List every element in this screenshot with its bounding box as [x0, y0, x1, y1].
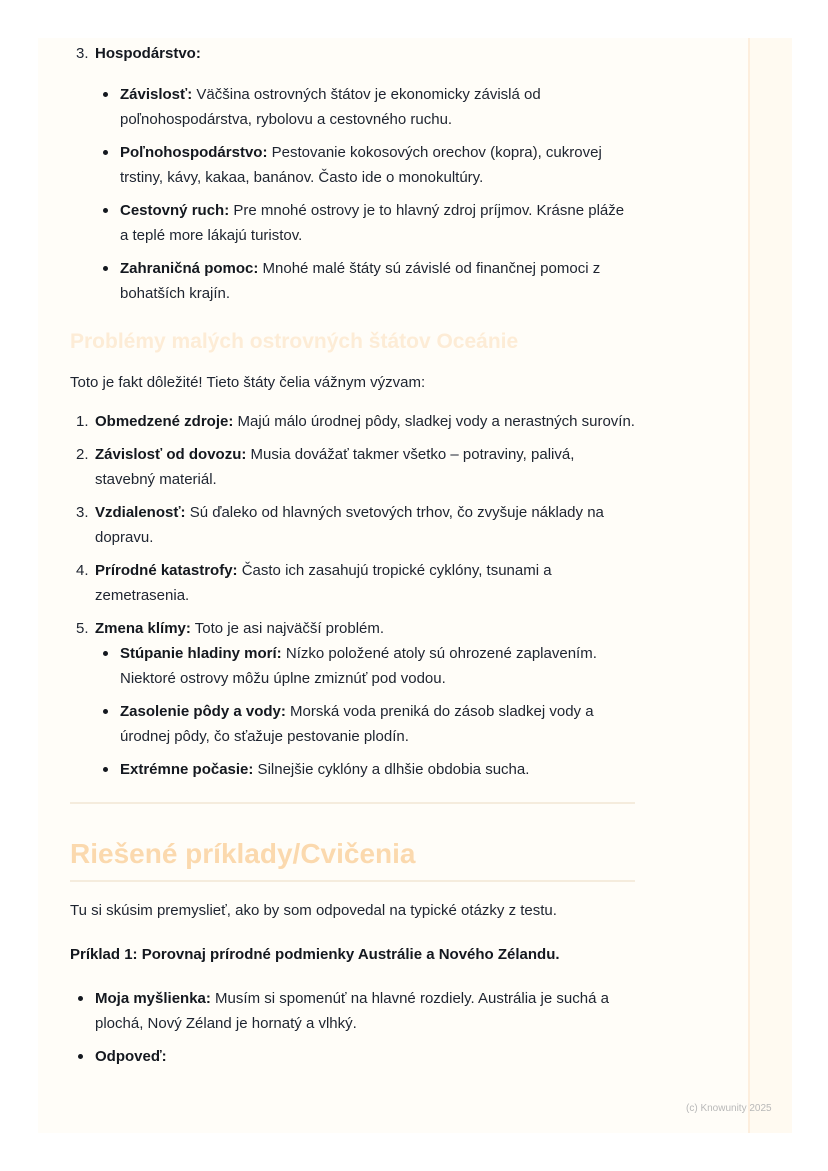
page-margin-strip	[748, 38, 792, 1133]
example-title: Príklad 1: Porovnaj prírodné podmienky Austrálie a Nového Zélandu.	[70, 946, 560, 963]
list-item: Závislosť: Väčšina ostrovných štátov je ekonomicky závislá od poľnohospodárstva, rybolovu a cestovného ruchu.	[70, 82, 635, 132]
document-page	[38, 38, 790, 1133]
bullet-icon	[103, 266, 108, 271]
bullet-icon	[78, 1054, 83, 1059]
bullet-icon	[103, 767, 108, 772]
paragraph: Toto je fakt dôležité! Tieto štáty čelia vážnym výzvam:	[70, 374, 426, 391]
list-item: Poľnohospodárstvo: Pestovanie kokosových orechov (kopra), cukrovej trstiny, kávy, kakaa, banánov. Často ide o monokultúry.	[70, 140, 635, 190]
bullet-icon	[103, 150, 108, 155]
bullet-icon	[103, 709, 108, 714]
list-item: Extrémne počasie: Silnejšie cyklóny a dlhšie obdobia sucha.	[70, 757, 635, 782]
list-item: Moja myšlienka: Musím si spomenúť na hlavné rozdiely. Austrália je suchá a plochá, Nový Zéland je hornatý a vlhký.	[70, 986, 635, 1036]
copyright: (c) Knowunity 2025	[686, 1103, 772, 1114]
list-item: Zasolenie pôdy a vody: Morská voda preniká do zásob sladkej vody a úrodnej pôdy, čo sťažuje pestovanie plodín.	[70, 699, 635, 749]
section-heading: Riešené príklady/Cvičenia	[70, 838, 416, 869]
bullet-icon	[78, 996, 83, 1001]
list-item: 5. Zmena klímy: Toto je asi najväčší problém.	[76, 620, 385, 637]
list-item: Zahraničná pomoc: Mnohé malé štáty sú závislé od finančnej pomoci z bohatších krajín.	[70, 256, 635, 306]
list-item: 4. Prírodné katastrofy: Často ich zasahujú tropické cyklóny, tsunami a zemetrasenia.	[76, 562, 552, 604]
section-title: Hospodárstvo:	[95, 45, 201, 62]
section-heading: Problémy malých ostrovných štátov Oceánie	[70, 330, 519, 353]
list-item	[70, 41, 635, 66]
list-item: 2. Závislosť od dovozu: Musia dovážať takmer všetko – potraviny, palivá, stavebný materiál.	[76, 446, 575, 488]
list-number: 3.	[76, 45, 89, 62]
paragraph: Tu si skúsim premyslieť, ako by som odpovedal na typické otázky z testu.	[70, 902, 557, 919]
document-content	[70, 38, 635, 1077]
list-item: 1. Obmedzené zdroje: Majú málo úrodnej pôdy, sladkej vody a nerastných surovín.	[76, 413, 635, 430]
list-item: 3. Vzdialenosť: Sú ďaleko od hlavných svetových trhov, čo zvyšuje náklady na dopravu.	[76, 504, 604, 546]
list-item: Stúpanie hladiny morí: Nízko položené atoly sú ohrozené zaplavením. Niektoré ostrovy môžu úplne zmiznúť pod vodou.	[70, 641, 635, 691]
list-item: Odpoveď:	[70, 1044, 635, 1069]
bullet-icon	[103, 92, 108, 97]
bullet-icon	[103, 651, 108, 656]
bullet-icon	[103, 208, 108, 213]
list-item: Cestovný ruch: Pre mnohé ostrovy je to hlavný zdroj príjmov. Krásne pláže a teplé more lákajú turistov.	[70, 198, 635, 248]
